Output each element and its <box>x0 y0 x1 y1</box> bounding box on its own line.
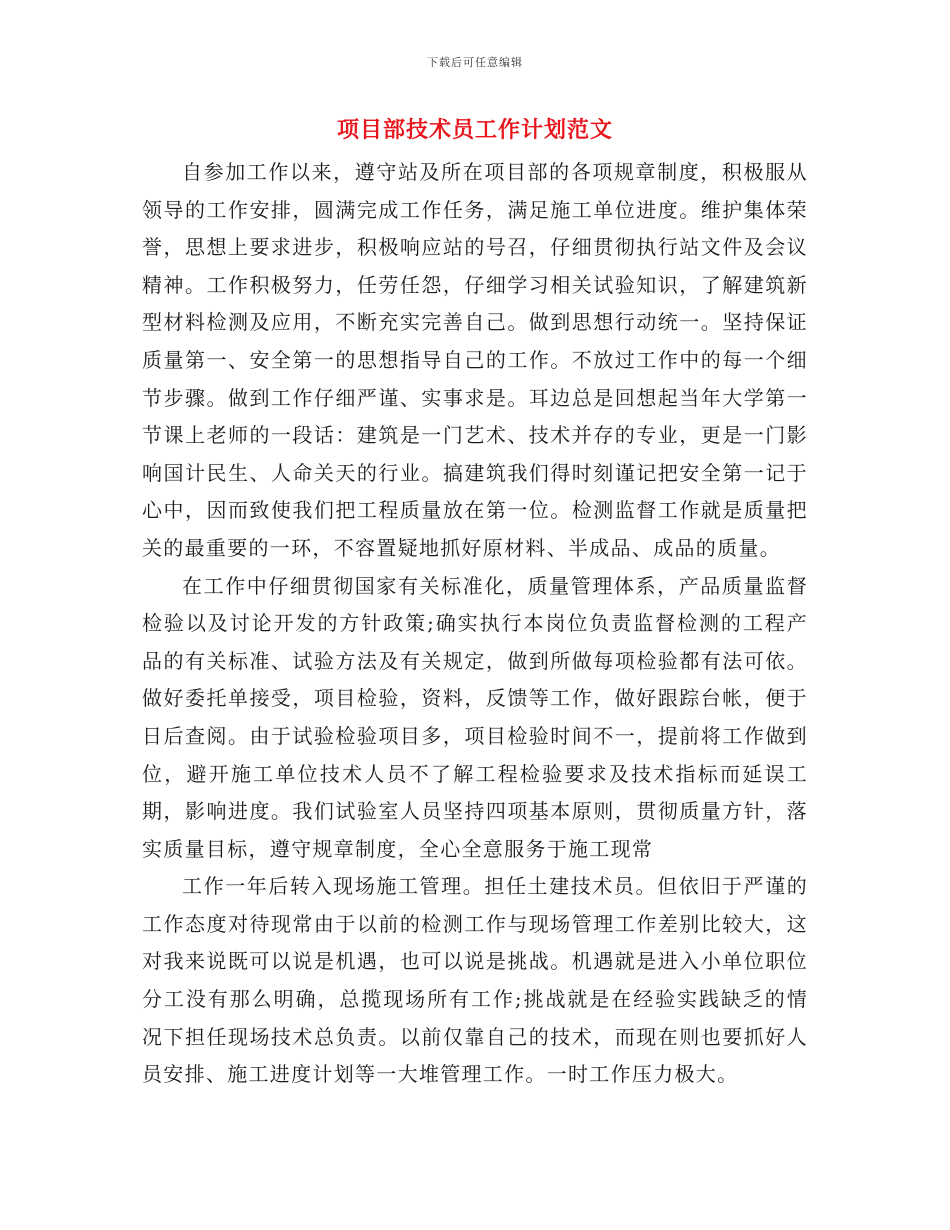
document-title: 项目部技术员工作计划范文 <box>336 118 613 143</box>
document-body <box>142 154 808 1094</box>
header-note: 下载后可任意编辑 <box>427 56 523 69</box>
paragraph-1: 自参加工作以来，遵守站及所在项目部的各项规章制度，积极服从领导的工作安排，圆满完成工作任务，满足施工单位进度。维护集体荣誉，思想上要求进步，积极响应站的号召，仔细贯彻执行站文件及会议精神。工作积极努力，任劳任怨，仔细学习相关试验知识，了解建筑新型材料检测及应用，不断充实完善自己。做到思想行动统一。坚持保证质量第一、安全第一的思想指导自己的工作。不放过工作中的每一个细节步骤。做到工作仔细严谨、实事求是。耳边总是回想起当年大学第一节课上老师的一段话：建筑是一门艺术、技术并存的专业，更是一门影响国计民生、人命关天的行业。搞建筑我们得时刻谨记把安全第一记于心中，因而致使我们把工程质量放在第一位。检测监督工作就是质量把关的最重要的一环，不容置疑地抓好原材料、半成品、成品的质量。 <box>142 160 808 560</box>
paragraph-3: 工作一年后转入现场施工管理。担任土建技术员。但依旧于严谨的工作态度对待现常由于以前的检测工作与现场管理工作差别比较大，这对我来说既可以说是机遇，也可以说是挑战。机遇就是进入小单位职位分工没有那么明确，总揽现场所有工作;挑战就是在经验实践缺乏的情况下担任现场技术总负责。以前仅靠自己的技术，而现在则也要抓好人员安排、施工进度计划等一大堆管理工作。一时工作压力极大。 <box>142 874 808 1087</box>
paragraph-2: 在工作中仔细贯彻国家有关标准化，质量管理体系，产品质量监督检验以及讨论开发的方针政策;确实执行本岗位负责监督检测的工程产品的有关标准、试验方法及有关规定，做到所做每项检验都有法可依。做好委托单接受，项目检验，资料，反馈等工作，做好跟踪台帐，便于日后查阅。由于试验检验项目多，项目检验时间不一，提前将工作做到位，避开施工单位技术人员不了解工程检验要求及技术指标而延误工期，影响进度。我们试验室人员坚持四项基本原则，贯彻质量方针，落实质量目标，遵守规章制度，全心全意服务于施工现常 <box>142 573 808 861</box>
